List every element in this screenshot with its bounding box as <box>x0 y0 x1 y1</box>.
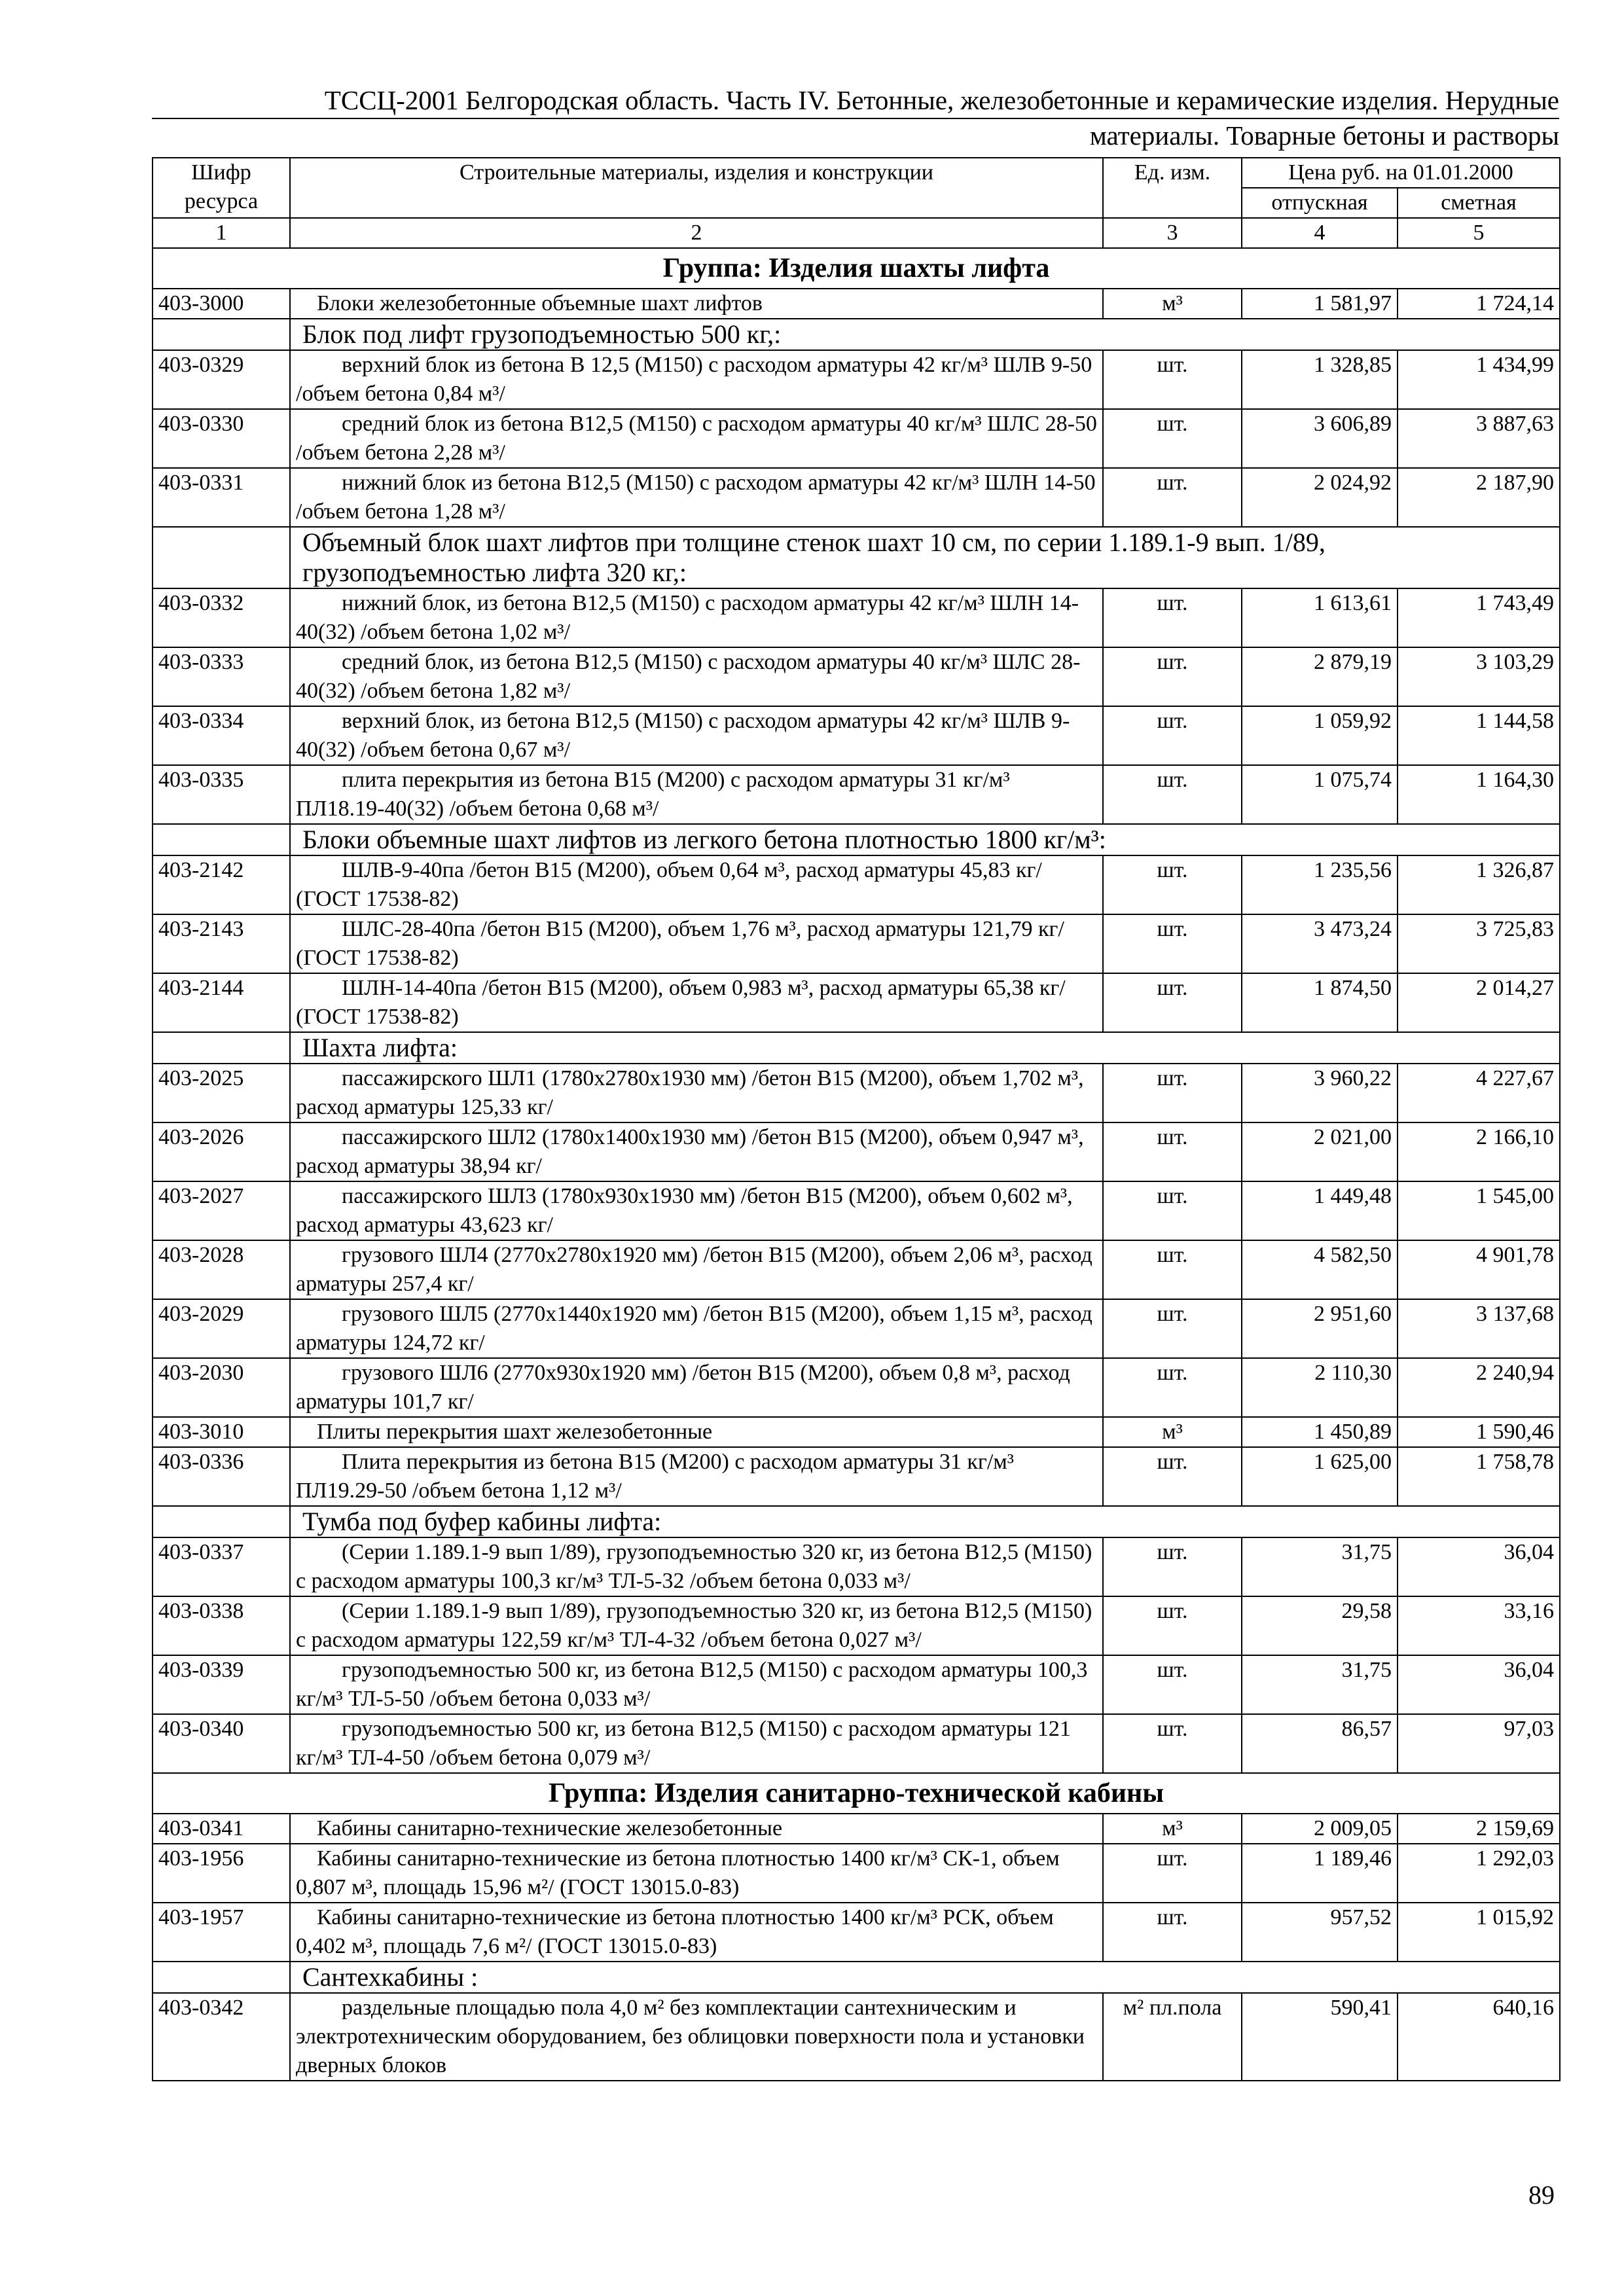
table-row <box>153 409 1560 468</box>
table-row <box>153 647 1560 706</box>
subheading: Тумба под буфер кабины лифта: <box>290 1506 1560 1537</box>
item-description: грузового ШЛ4 (2770х2780х1920 мм) /бетон В15 (М200), объем 2,06 м³, расход арматуры 257,4 кг/ <box>296 1243 1092 1296</box>
release-price: 31,75 <box>1242 1537 1398 1596</box>
table-row <box>153 1358 1560 1417</box>
unit-of-measure: шт. <box>1103 855 1242 914</box>
item-description-cell <box>290 1655 1103 1714</box>
unit-of-measure: шт. <box>1103 1181 1242 1240</box>
group-heading-row <box>153 1773 1560 1814</box>
resource-code: 403-2142 <box>153 855 290 914</box>
group-heading: Группа: Изделия санитарно-технической кабины <box>153 1773 1560 1814</box>
release-price: 29,58 <box>1242 1596 1398 1655</box>
item-description: плита перекрытия из бетона В15 (М200) с расходом арматуры 31 кг/м³ ПЛ18.19-40(32) /объем бетона 0,68 м³/ <box>296 768 1010 821</box>
unit-of-measure: шт. <box>1103 914 1242 973</box>
resource-code: 403-2143 <box>153 914 290 973</box>
resource-code: 403-2029 <box>153 1299 290 1358</box>
item-description-cell <box>290 289 1103 319</box>
table-body <box>153 248 1560 2081</box>
item-description: Плита перекрытия из бетона В15 (М200) с расходом арматуры 31 кг/м³ ПЛ19.29-50 /объем бетона 1,12 м³/ <box>296 1450 1014 1503</box>
estimate-price: 3 103,29 <box>1398 647 1560 706</box>
item-description-cell <box>290 1596 1103 1655</box>
unit-of-measure: шт. <box>1103 1655 1242 1714</box>
release-price: 2 024,92 <box>1242 468 1398 527</box>
col-number: 2 <box>290 218 1103 248</box>
release-price: 1 613,61 <box>1242 588 1398 647</box>
col-number: 4 <box>1242 218 1398 248</box>
release-price: 1 874,50 <box>1242 973 1398 1032</box>
release-price: 1 189,46 <box>1242 1844 1398 1903</box>
item-description-cell <box>290 1714 1103 1773</box>
subheading-row <box>153 319 1560 350</box>
table-row <box>153 1903 1560 1962</box>
item-description-cell <box>290 973 1103 1032</box>
release-price: 1 581,97 <box>1242 289 1398 319</box>
subheading: Блоки объемные шахт лифтов из легкого бетона плотностью 1800 кг/м³: <box>290 824 1560 855</box>
resource-code: 403-2030 <box>153 1358 290 1417</box>
item-description-cell <box>290 1240 1103 1299</box>
table-row <box>153 1596 1560 1655</box>
item-description-cell <box>290 1447 1103 1506</box>
release-price: 3 606,89 <box>1242 409 1398 468</box>
item-description-cell <box>290 350 1103 409</box>
estimate-price: 2 240,94 <box>1398 1358 1560 1417</box>
resource-code: 403-0330 <box>153 409 290 468</box>
resource-code: 403-0333 <box>153 647 290 706</box>
release-price: 1 328,85 <box>1242 350 1398 409</box>
release-price: 31,75 <box>1242 1655 1398 1714</box>
item-description: средний блок из бетона В12,5 (М150) с расходом арматуры 40 кг/м³ ШЛС 28-50 /объем бетона 2,28 м³/ <box>296 412 1097 465</box>
table-row <box>153 973 1560 1032</box>
item-description: грузоподъемностью 500 кг, из бетона В12,5 (М150) с расходом арматуры 100,3 кг/м³ ТЛ-5-50 /объем бетона 0,033 м³/ <box>296 1658 1088 1711</box>
item-description-cell <box>290 765 1103 824</box>
item-description: ШЛН-14-40па /бетон В15 (М200), объем 0,983 м³, расход арматуры 65,38 кг/ (ГОСТ 17538-82) <box>296 976 1066 1029</box>
table-row <box>153 289 1560 319</box>
group-heading-row <box>153 248 1560 289</box>
release-price: 2 009,05 <box>1242 1814 1398 1844</box>
estimate-price: 640,16 <box>1398 1993 1560 2081</box>
group-heading: Группа: Изделия шахты лифта <box>153 248 1560 289</box>
empty-cell <box>153 527 290 588</box>
unit-of-measure: м³ <box>1103 1417 1242 1447</box>
item-description: ШЛВ-9-40па /бетон В15 (М200), объем 0,64 м³, расход арматуры 45,83 кг/ (ГОСТ 17538-82) <box>296 858 1042 911</box>
unit-of-measure: шт. <box>1103 765 1242 824</box>
item-description: верхний блок, из бетона В12,5 (М150) с расходом арматуры 42 кг/м³ ШЛВ 9-40(32) /объем бетона 0,67 м³/ <box>296 709 1070 762</box>
table-row <box>153 1299 1560 1358</box>
resource-code: 403-2028 <box>153 1240 290 1299</box>
col-header-unit: Ед. изм. <box>1103 158 1242 218</box>
item-description: (Серии 1.189.1-9 вып 1/89), грузоподъемностью 320 кг, из бетона В12,5 (М150) с расходом арматуры 122,59 кг/м³ ТЛ-4-32 /объем бетона 0,027 м³/ <box>296 1599 1092 1652</box>
estimate-price: 1 590,46 <box>1398 1417 1560 1447</box>
item-description: (Серии 1.189.1-9 вып 1/89), грузоподъемностью 320 кг, из бетона В12,5 (М150) с расходом арматуры 100,3 кг/м³ ТЛ-5-32 /объем бетона 0,033 м³/ <box>296 1540 1092 1593</box>
unit-of-measure: шт. <box>1103 1714 1242 1773</box>
price-table <box>152 157 1561 2081</box>
release-price: 1 235,56 <box>1242 855 1398 914</box>
item-description: грузоподъемностью 500 кг, из бетона В12,5 (М150) с расходом арматуры 121 кг/м³ ТЛ-4-50 /объем бетона 0,079 м³/ <box>296 1717 1071 1770</box>
item-description-cell <box>290 647 1103 706</box>
estimate-price: 3 137,68 <box>1398 1299 1560 1358</box>
col-number: 1 <box>153 218 290 248</box>
subheading-row <box>153 1032 1560 1064</box>
resource-code: 403-2144 <box>153 973 290 1032</box>
item-description-cell <box>290 855 1103 914</box>
estimate-price: 36,04 <box>1398 1537 1560 1596</box>
unit-of-measure: шт. <box>1103 1596 1242 1655</box>
item-description: раздельные площадью пола 4,0 м² без комплектации сантехническим и электротехническим оборудованием, без облицовки поверхности пола и установки дверных блоков <box>296 1996 1085 2077</box>
table-row <box>153 468 1560 527</box>
estimate-price: 2 166,10 <box>1398 1122 1560 1181</box>
estimate-price: 1 292,03 <box>1398 1844 1560 1903</box>
header-title-line2: материалы. Товарные бетоны и растворы <box>1089 120 1559 151</box>
item-description: грузового ШЛ5 (2770х1440х1920 мм) /бетон В15 (М200), объем 1,15 м³, расход арматуры 124,72 кг/ <box>296 1302 1092 1355</box>
resource-code: 403-0338 <box>153 1596 290 1655</box>
table-row <box>153 706 1560 765</box>
subheading: Объемный блок шахт лифтов при толщине стенок шахт 10 см, по серии 1.189.1-9 вып. 1/89, грузоподъемностью лифта 320 кг,: <box>290 527 1560 588</box>
item-description-cell <box>290 1181 1103 1240</box>
release-price: 1 449,48 <box>1242 1181 1398 1240</box>
item-description: Кабины санитарно-технические из бетона плотностью 1400 кг/м³ РСК, объем 0,402 м³, площадь 7,6 м²/ (ГОСТ 13015.0-83) <box>296 1905 1054 1958</box>
estimate-price: 1 724,14 <box>1398 289 1560 319</box>
page-number: 89 <box>1528 2180 1555 2210</box>
resource-code: 403-0332 <box>153 588 290 647</box>
item-description: Блоки железобетонные объемные шахт лифтов <box>317 291 763 315</box>
table-row <box>153 1655 1560 1714</box>
unit-of-measure: шт. <box>1103 1447 1242 1506</box>
subheading-row <box>153 1506 1560 1537</box>
table-row <box>153 1122 1560 1181</box>
item-description: пассажирского ШЛ3 (1780х930х1930 мм) /бетон В15 (М200), объем 0,602 м³, расход арматуры 43,623 кг/ <box>296 1184 1073 1237</box>
resource-code: 403-0335 <box>153 765 290 824</box>
unit-of-measure: шт. <box>1103 1240 1242 1299</box>
item-description-cell <box>290 588 1103 647</box>
item-description: средний блок, из бетона В12,5 (М150) с расходом арматуры 40 кг/м³ ШЛС 28-40(32) /объем бетона 1,82 м³/ <box>296 650 1081 703</box>
resource-code: 403-0341 <box>153 1814 290 1844</box>
release-price: 2 879,19 <box>1242 647 1398 706</box>
unit-of-measure: шт. <box>1103 1903 1242 1962</box>
subheading-row <box>153 1962 1560 1993</box>
item-description: ШЛС-28-40па /бетон В15 (М200), объем 1,76 м³, расход арматуры 121,79 кг/ (ГОСТ 17538-82) <box>296 917 1064 970</box>
resource-code: 403-3010 <box>153 1417 290 1447</box>
resource-code: 403-2027 <box>153 1181 290 1240</box>
col-header-name: Строительные материалы, изделия и конструкции <box>290 158 1103 218</box>
empty-cell <box>153 319 290 350</box>
empty-cell <box>153 824 290 855</box>
subheading-row <box>153 824 1560 855</box>
unit-of-measure: м³ <box>1103 1814 1242 1844</box>
estimate-price: 4 227,67 <box>1398 1064 1560 1122</box>
item-description-cell <box>290 409 1103 468</box>
item-description: Кабины санитарно-технические из бетона плотностью 1400 кг/м³ СК-1, объем 0,807 м³, площадь 15,96 м²/ (ГОСТ 13015.0-83) <box>296 1846 1060 1899</box>
unit-of-measure: шт. <box>1103 1299 1242 1358</box>
estimate-price: 1 164,30 <box>1398 765 1560 824</box>
unit-of-measure: шт. <box>1103 1844 1242 1903</box>
resource-code: 403-3000 <box>153 289 290 319</box>
unit-of-measure: шт. <box>1103 973 1242 1032</box>
item-description-cell <box>290 1417 1103 1447</box>
unit-of-measure: шт. <box>1103 647 1242 706</box>
resource-code: 403-0340 <box>153 1714 290 1773</box>
estimate-price: 3 887,63 <box>1398 409 1560 468</box>
estimate-price: 1 434,99 <box>1398 350 1560 409</box>
release-price: 2 951,60 <box>1242 1299 1398 1358</box>
item-description: Кабины санитарно-технические железобетонные <box>317 1816 783 1840</box>
item-description-cell <box>290 1122 1103 1181</box>
item-description: пассажирского ШЛ1 (1780х2780х1930 мм) /бетон В15 (М200), объем 1,702 м³, расход арматуры 125,33 кг/ <box>296 1066 1084 1119</box>
header-title-line1: ТССЦ-2001 Белгородская область. Часть IV. Бетонные, железобетонные и керамические изделия. Нерудные <box>324 85 1559 115</box>
item-description-cell <box>290 1299 1103 1358</box>
resource-code: 403-2026 <box>153 1122 290 1181</box>
release-price: 3 473,24 <box>1242 914 1398 973</box>
item-description: пассажирского ШЛ2 (1780х1400х1930 мм) /бетон В15 (М200), объем 0,947 м³, расход арматуры 38,94 кг/ <box>296 1125 1084 1178</box>
estimate-price: 2 014,27 <box>1398 973 1560 1032</box>
running-header <box>152 84 1559 152</box>
item-description: нижний блок, из бетона В12,5 (М150) с расходом арматуры 42 кг/м³ ШЛН 14-40(32) /объем бетона 1,02 м³/ <box>296 591 1079 644</box>
unit-of-measure: шт. <box>1103 706 1242 765</box>
resource-code: 403-1956 <box>153 1844 290 1903</box>
release-price: 2 021,00 <box>1242 1122 1398 1181</box>
table-row <box>153 1240 1560 1299</box>
estimate-price: 97,03 <box>1398 1714 1560 1773</box>
col-header-code: Шифр ресурса <box>153 158 290 218</box>
item-description-cell <box>290 1814 1103 1844</box>
resource-code: 403-0331 <box>153 468 290 527</box>
table-row <box>153 1844 1560 1903</box>
table-row <box>153 1714 1560 1773</box>
empty-cell <box>153 1032 290 1064</box>
item-description-cell <box>290 1844 1103 1903</box>
empty-cell <box>153 1962 290 1993</box>
table-row <box>153 588 1560 647</box>
item-description-cell <box>290 706 1103 765</box>
unit-of-measure: шт. <box>1103 1537 1242 1596</box>
resource-code: 403-2025 <box>153 1064 290 1122</box>
table-row <box>153 1537 1560 1596</box>
resource-code: 403-0337 <box>153 1537 290 1596</box>
release-price: 957,52 <box>1242 1903 1398 1962</box>
col-header-price-group: Цена руб. на 01.01.2000 <box>1242 158 1560 188</box>
table-row <box>153 1447 1560 1506</box>
resource-code: 403-0339 <box>153 1655 290 1714</box>
unit-of-measure: шт. <box>1103 1122 1242 1181</box>
item-description-cell <box>290 1358 1103 1417</box>
estimate-price: 1 758,78 <box>1398 1447 1560 1506</box>
col-header-price-estimate: сметная <box>1398 188 1560 218</box>
table-row <box>153 1181 1560 1240</box>
estimate-price: 1 545,00 <box>1398 1181 1560 1240</box>
unit-of-measure: шт. <box>1103 1358 1242 1417</box>
subheading-row <box>153 527 1560 588</box>
item-description-cell <box>290 1537 1103 1596</box>
item-description-cell <box>290 468 1103 527</box>
release-price: 2 110,30 <box>1242 1358 1398 1417</box>
estimate-price: 1 743,49 <box>1398 588 1560 647</box>
table-row <box>153 1814 1560 1844</box>
unit-of-measure: м² пл.пола <box>1103 1993 1242 2081</box>
estimate-price: 1 015,92 <box>1398 1903 1560 1962</box>
unit-of-measure: шт. <box>1103 588 1242 647</box>
table-row <box>153 765 1560 824</box>
unit-of-measure: шт. <box>1103 468 1242 527</box>
release-price: 86,57 <box>1242 1714 1398 1773</box>
item-description-cell <box>290 914 1103 973</box>
item-description: грузового ШЛ6 (2770х930х1920 мм) /бетон В15 (М200), объем 0,8 м³, расход арматуры 101,7 кг/ <box>296 1361 1070 1414</box>
release-price: 590,41 <box>1242 1993 1398 2081</box>
table-row <box>153 1064 1560 1122</box>
table-row <box>153 1417 1560 1447</box>
subheading: Блок под лифт грузоподъемностью 500 кг,: <box>290 319 1560 350</box>
item-description-cell <box>290 1993 1103 2081</box>
table-row <box>153 350 1560 409</box>
table-row <box>153 855 1560 914</box>
estimate-price: 3 725,83 <box>1398 914 1560 973</box>
resource-code: 403-0336 <box>153 1447 290 1506</box>
resource-code: 403-1957 <box>153 1903 290 1962</box>
release-price: 3 960,22 <box>1242 1064 1398 1122</box>
estimate-price: 2 187,90 <box>1398 468 1560 527</box>
estimate-price: 36,04 <box>1398 1655 1560 1714</box>
estimate-price: 4 901,78 <box>1398 1240 1560 1299</box>
release-price: 1 450,89 <box>1242 1417 1398 1447</box>
unit-of-measure: шт. <box>1103 409 1242 468</box>
col-number: 5 <box>1398 218 1560 248</box>
col-number: 3 <box>1103 218 1242 248</box>
estimate-price: 1 144,58 <box>1398 706 1560 765</box>
release-price: 1 075,74 <box>1242 765 1398 824</box>
unit-of-measure: шт. <box>1103 1064 1242 1122</box>
item-description: нижний блок из бетона В12,5 (М150) с расходом арматуры 42 кг/м³ ШЛН 14-50 /объем бетона 1,28 м³/ <box>296 471 1096 524</box>
release-price: 1 625,00 <box>1242 1447 1398 1506</box>
col-header-price-release: отпускная <box>1242 188 1398 218</box>
resource-code: 403-0329 <box>153 350 290 409</box>
unit-of-measure: шт. <box>1103 350 1242 409</box>
item-description: Плиты перекрытия шахт железобетонные <box>317 1420 713 1444</box>
subheading: Шахта лифта: <box>290 1032 1560 1064</box>
empty-cell <box>153 1506 290 1537</box>
item-description-cell <box>290 1064 1103 1122</box>
table-row <box>153 914 1560 973</box>
release-price: 4 582,50 <box>1242 1240 1398 1299</box>
table-row <box>153 1993 1560 2081</box>
resource-code: 403-0342 <box>153 1993 290 2081</box>
item-description-cell <box>290 1903 1103 1962</box>
estimate-price: 1 326,87 <box>1398 855 1560 914</box>
estimate-price: 33,16 <box>1398 1596 1560 1655</box>
item-description: верхний блок из бетона В 12,5 (М150) с расходом арматуры 42 кг/м³ ШЛВ 9-50 /объем бетона 0,84 м³/ <box>296 353 1092 406</box>
estimate-price: 2 159,69 <box>1398 1814 1560 1844</box>
unit-of-measure: м³ <box>1103 289 1242 319</box>
resource-code: 403-0334 <box>153 706 290 765</box>
release-price: 1 059,92 <box>1242 706 1398 765</box>
subheading: Сантехкабины : <box>290 1962 1560 1993</box>
